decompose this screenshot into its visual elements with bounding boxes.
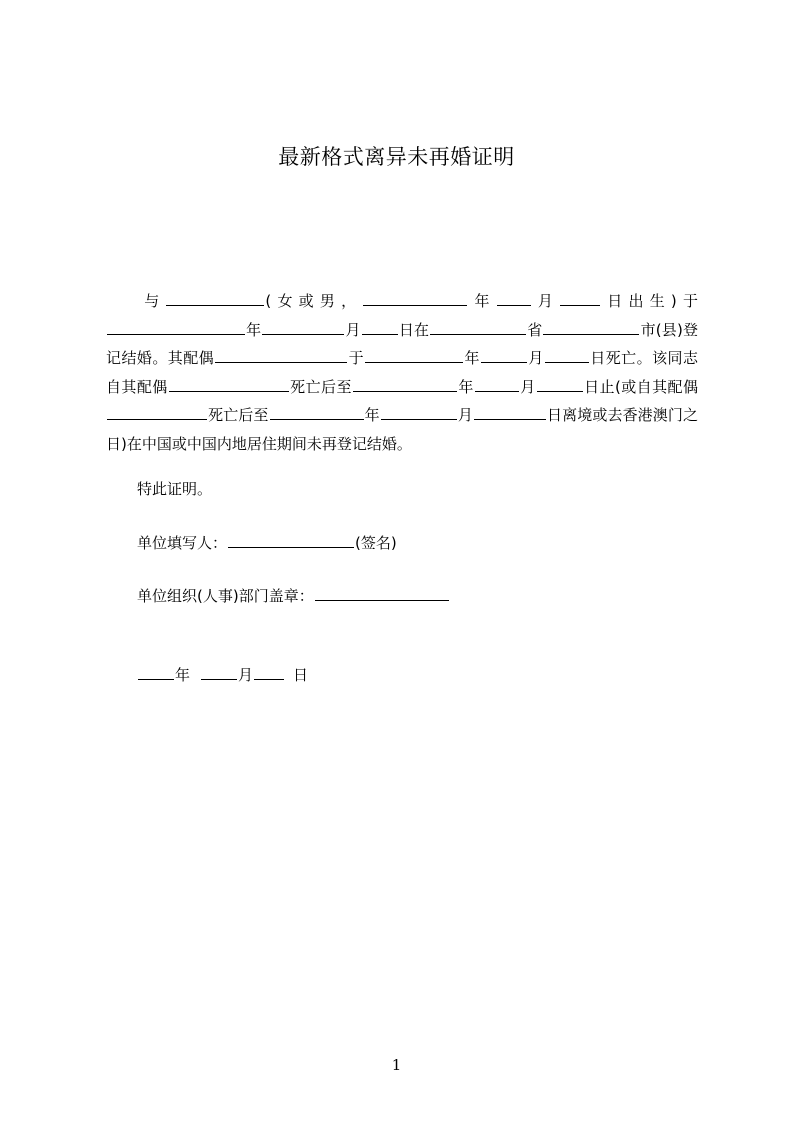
spouse-name-blank[interactable] [215, 348, 347, 363]
body-text-19: 死亡后至 [208, 406, 269, 424]
body-text-22: 日离境或去香港澳门之日)在中国或中国内地居住期间未再登记结婚。 [106, 406, 698, 453]
depart-year-blank[interactable] [270, 405, 364, 420]
body-text-18: 日止(或自其配偶 [583, 377, 698, 396]
body-text-20: 年 [364, 406, 380, 424]
body-text-17: 月 [519, 377, 536, 396]
marriage-year-blank[interactable] [107, 320, 245, 335]
document-title: 最新格式离异未再婚证明 [278, 145, 515, 169]
body-text-1: 与 [138, 292, 166, 310]
body-text-9: 省 [527, 320, 543, 339]
date-line [137, 664, 308, 685]
body-text-16: 年 [457, 377, 474, 396]
filler-line [137, 532, 397, 553]
until-month-blank[interactable] [475, 377, 519, 392]
body-text-15: 死亡后至 [289, 377, 352, 396]
city-blank[interactable] [543, 320, 639, 335]
marriage-month-blank[interactable] [262, 320, 344, 335]
date-month-label: 月 [238, 666, 254, 684]
spouse-name-blank-2[interactable] [169, 377, 289, 392]
name-blank[interactable] [166, 291, 264, 306]
until-day-blank[interactable] [537, 377, 583, 392]
date-day-label: 日 [293, 666, 309, 684]
province-blank[interactable] [430, 320, 526, 335]
body-text-8: 日在 [398, 320, 430, 339]
filler-label: 单位填写人： [137, 534, 228, 552]
birth-year-blank[interactable] [363, 291, 467, 306]
filler-suffix: (签名) [355, 534, 397, 552]
filler-signature-blank[interactable] [228, 533, 354, 548]
death-day-blank[interactable] [545, 348, 589, 363]
body-text-2: (女或男， [265, 292, 363, 310]
page-number: 1 [391, 1056, 402, 1074]
certificate-body [106, 287, 698, 458]
date-month-blank[interactable] [201, 665, 237, 680]
body-text-4: 月 [531, 292, 560, 310]
body-text-12: 年 [464, 349, 480, 367]
death-month-blank[interactable] [481, 348, 527, 363]
stamp-blank[interactable] [315, 586, 449, 601]
body-text-11: 于 [348, 349, 365, 367]
body-text-21: 月 [457, 406, 473, 424]
stamp-line [137, 585, 450, 606]
birth-month-blank[interactable] [497, 291, 531, 306]
body-text-7: 月 [345, 320, 361, 339]
body-text-5: 日出生)于 [601, 292, 698, 310]
body-text-13: 月 [527, 349, 544, 367]
death-year-blank[interactable] [365, 348, 463, 363]
birth-day-blank[interactable] [560, 291, 600, 306]
date-day-blank[interactable] [254, 665, 284, 680]
body-text-10: 市(县)登记结婚。其配偶 [106, 320, 698, 367]
certify-line: 特此证明。 [137, 480, 213, 498]
depart-day-blank[interactable] [474, 405, 546, 420]
body-text-3: 年 [468, 292, 496, 310]
depart-month-blank[interactable] [381, 405, 457, 420]
date-year-blank[interactable] [138, 665, 174, 680]
date-year-label: 年 [175, 666, 191, 684]
until-year-blank[interactable] [353, 377, 457, 392]
body-text-6: 年 [246, 320, 262, 339]
body-text-14: 日死亡。该同志自其配偶 [106, 349, 698, 396]
marriage-day-blank[interactable] [362, 320, 398, 335]
stamp-label: 单位组织(人事)部门盖章： [137, 587, 314, 605]
spouse-name-blank-3[interactable] [107, 405, 207, 420]
